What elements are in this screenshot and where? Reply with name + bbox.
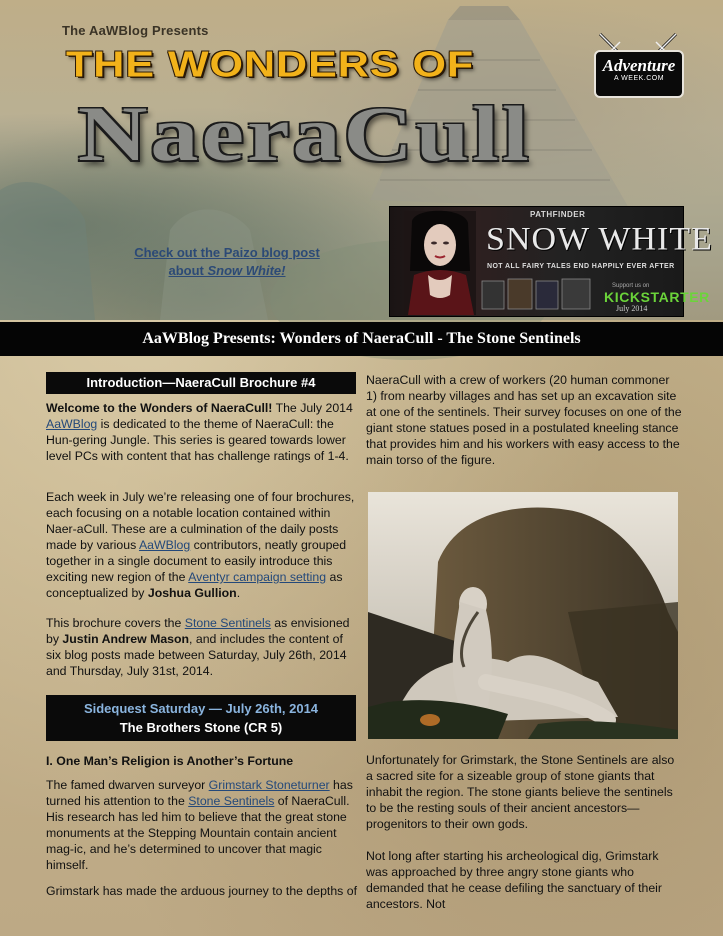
header-banner xyxy=(0,0,723,320)
right-column xyxy=(366,372,682,468)
title-line-2: NaeraCull xyxy=(78,89,532,178)
author-bold: Joshua Gullion xyxy=(147,586,237,600)
intro-section-heading: Introduction—NaeraCull Brochure #4 xyxy=(46,372,356,394)
text-run: Each week in July we’re releasing one of four brochures, each focusing on a notable location contained within Naer-aCull. These are a culmination of the daily posts made by various xyxy=(46,490,355,552)
subsection-heading: I. One Man’s Religion is Another’s Fortune xyxy=(46,754,294,768)
snow-white-tagline: NOT ALL FAIRY TALES END HAPPILY EVER AFTER xyxy=(487,263,675,270)
support-label: Support us on xyxy=(612,283,650,289)
text-run: as envisioned by xyxy=(46,616,350,646)
welcome-bold: Welcome to the Wonders of NaeraCull! xyxy=(46,401,273,415)
snow-white-portrait xyxy=(404,211,476,315)
sidequest-paragraph-2: Grimstark has made the arduous journey to the depths of xyxy=(46,884,358,898)
intro-paragraph-1 xyxy=(46,400,358,464)
intro-paragraph-3 xyxy=(46,615,358,679)
right-paragraph-2: Unfortunately for Grimstark, the Stone Sentinels are also a sacred site for a sizeable group of stone giants that inhabit the region. The stone giants believe the sentinels to be the resting souls of their ancient ancestors—progenitors to their own gods. xyxy=(366,753,675,831)
text-run: This brochure covers the xyxy=(46,616,185,630)
text-run: contributors, neatly grouped together in a single document to easily introduce this exciting new region of the xyxy=(46,538,347,584)
kickstarter-label: KICKSTARTER xyxy=(604,289,710,305)
stone-monolith-illustration xyxy=(0,160,330,320)
paizo-blog-link[interactable] xyxy=(118,244,336,280)
aawblog-link-2[interactable]: AaWBlog xyxy=(138,538,191,552)
text-run: of NaeraCull. His research has led him to believe that the great stone monuments at the Stepping Mountain contain ancient mag-ic, and he’s determined to uncover that magic himself. xyxy=(46,794,350,872)
page-title-bar: AaWBlog Presents: Wonders of NaeraCull - The Stone Sentinels xyxy=(0,322,723,356)
left-column xyxy=(46,372,358,899)
right-column-continued xyxy=(366,752,682,912)
aventyr-setting-link[interactable]: Aventyr campaign setting xyxy=(188,570,327,584)
banner-date: July 2014 xyxy=(616,304,648,313)
sidequest-title: The Brothers Stone (CR 5) xyxy=(119,720,283,735)
sidequest-date: Sidequest Saturday — July 26th, 2014 xyxy=(83,701,319,716)
right-paragraph-3: Not long after starting his archeological dig, Grimstark was approached by three angry stone giants who demanded that he cease defiling the sanctuary of their ancestors. Not xyxy=(366,849,663,911)
snow-white-title: SNOW WHITE xyxy=(486,221,713,258)
right-paragraph-1: NaeraCull with a crew of workers (20 human commoner 1) from nearby villages and has set up an excavation site at one of the sentinels. Their survey focuses on one of the giant stone statues posed in a postulated kneeling stance that provides him and his workers with easy access to the main torso of the figure. xyxy=(366,373,682,467)
aawblog-link[interactable]: AaWBlog xyxy=(46,417,98,431)
intro-paragraph-2 xyxy=(46,489,358,601)
contributor-bold: Justin Andrew Mason xyxy=(62,632,190,646)
text-run: is dedicated to the theme of NaeraCull: the Hun-gering Jungle. This series is geared towards lower level PCs with content that has challenge ratings of 1-4. xyxy=(46,417,349,463)
grimstark-link[interactable]: Grimstark Stoneturner xyxy=(208,778,330,792)
snow-white-kickstarter-banner[interactable] xyxy=(389,206,713,317)
paizo-link-emphasis: Snow White! xyxy=(207,263,286,278)
title-line-1: THE WONDERS OF xyxy=(66,44,475,85)
text-run: has turned his attention to the xyxy=(46,778,353,808)
logo-text: Adventure xyxy=(602,56,676,75)
text-run: The famed dwarven surveyor xyxy=(46,778,209,792)
sidequest-paragraph-1 xyxy=(46,777,358,873)
publisher-label: PATHFINDER xyxy=(530,210,586,219)
stone-sentinels-link[interactable]: Stone Sentinels xyxy=(184,616,271,630)
presents-label: The AaWBlog Presents xyxy=(62,23,209,38)
paizo-link-line1: Check out the Paizo blog post xyxy=(134,245,320,260)
text-run: . xyxy=(236,586,241,600)
text-run: as conceptualized by xyxy=(46,570,343,600)
adventure-a-week-logo[interactable] xyxy=(590,30,686,100)
sidequest-heading xyxy=(46,695,356,741)
stone-sentinel-statue-image xyxy=(368,492,678,739)
product-covers-illustration xyxy=(482,277,594,311)
logo-badge xyxy=(594,50,684,98)
text-run: , and includes the content of six blog posts made between Saturday, July 26th, 2014 and Thursday, July 31st, 2014. xyxy=(46,632,347,678)
stone-sentinels-link-2[interactable]: Stone Sentinels xyxy=(188,794,275,808)
text-run: The July 2014 xyxy=(272,401,353,415)
logo-subtext: A WEEK.COM xyxy=(613,75,665,82)
paizo-link-about: about xyxy=(168,263,208,278)
